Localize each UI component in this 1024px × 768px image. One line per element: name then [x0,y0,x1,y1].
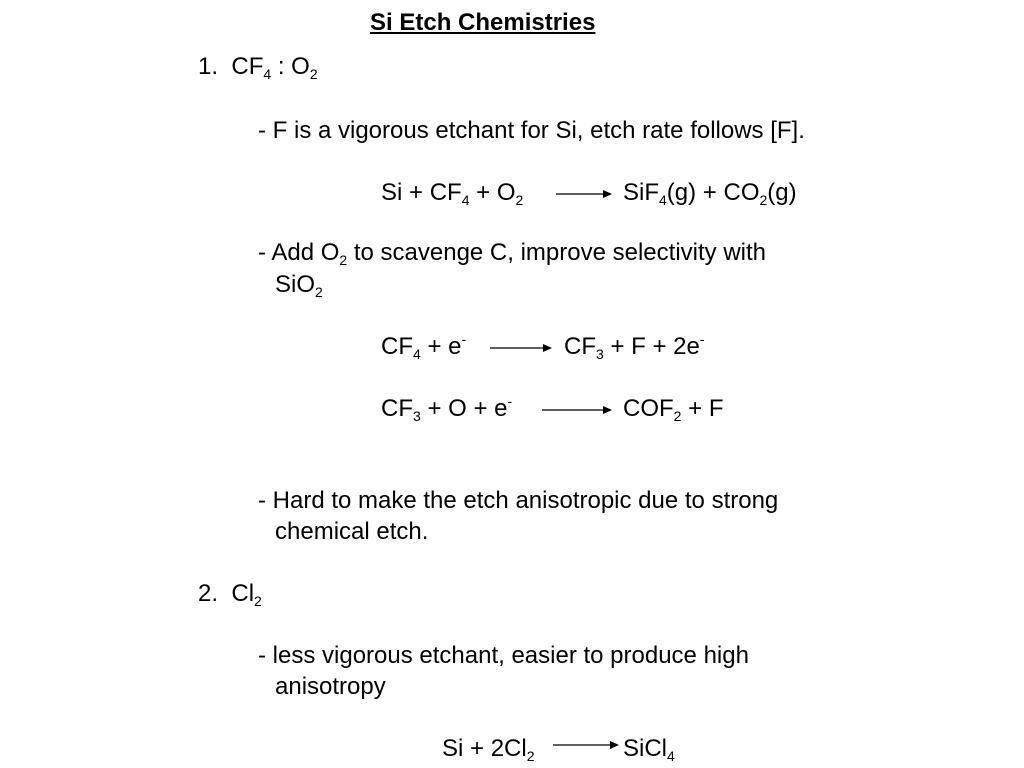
reaction-arrow-icon [490,342,552,354]
reaction-arrow-icon [556,188,612,200]
equation-1-reactants: $Si + CF_4 + O_2$ [381,179,524,208]
section-2-formula: $Cl_2$ [231,580,262,609]
bullet-add-oxygen: - Add $O_2$ to scavenge C, improve selectivity with [258,239,766,268]
equation-4-reactants: $Si + 2Cl_2$ [442,735,535,764]
reaction-arrow-icon [553,739,619,751]
equation-2-products: $CF_3 + F + 2e^-$ [564,331,705,362]
section-2-heading [198,579,262,609]
section-1-heading [198,52,318,82]
equation-3-products: $COF_2 + F$ [623,395,724,424]
bullet-fluorine-etchant: - F is a vigorous etchant for Si, etch rate follows [F]. [258,117,805,144]
bullet-chlorine-etchant: - less vigorous etchant, easier to produce high [258,642,749,669]
equation-1-products: $SiF_4(g) + CO_2(g)$ [623,179,797,208]
bullet-add-oxygen-continued: SiO$_2$ [275,271,323,300]
bullet-chlorine-etchant-continued: anisotropy [275,673,386,700]
equation-4-products: SiCl$_4$ [623,735,675,764]
section-2-number: 2. [198,580,219,607]
bullet-anisotropy-difficulty-continued: chemical etch. [275,518,429,545]
section-1-number: 1. [198,53,219,80]
slide-title: Si Etch Chemistries [370,9,596,36]
reaction-arrow-icon [542,404,612,416]
equation-3-reactants: $CF_3 + O + e^-$ [381,393,513,424]
equation-2-reactants: $CF_4 + e^-$ [381,331,467,362]
section-1-formula: $CF_4$ : $O_2$ [231,53,318,82]
bullet-anisotropy-difficulty: - Hard to make the etch anisotropic due to strong [258,487,779,514]
